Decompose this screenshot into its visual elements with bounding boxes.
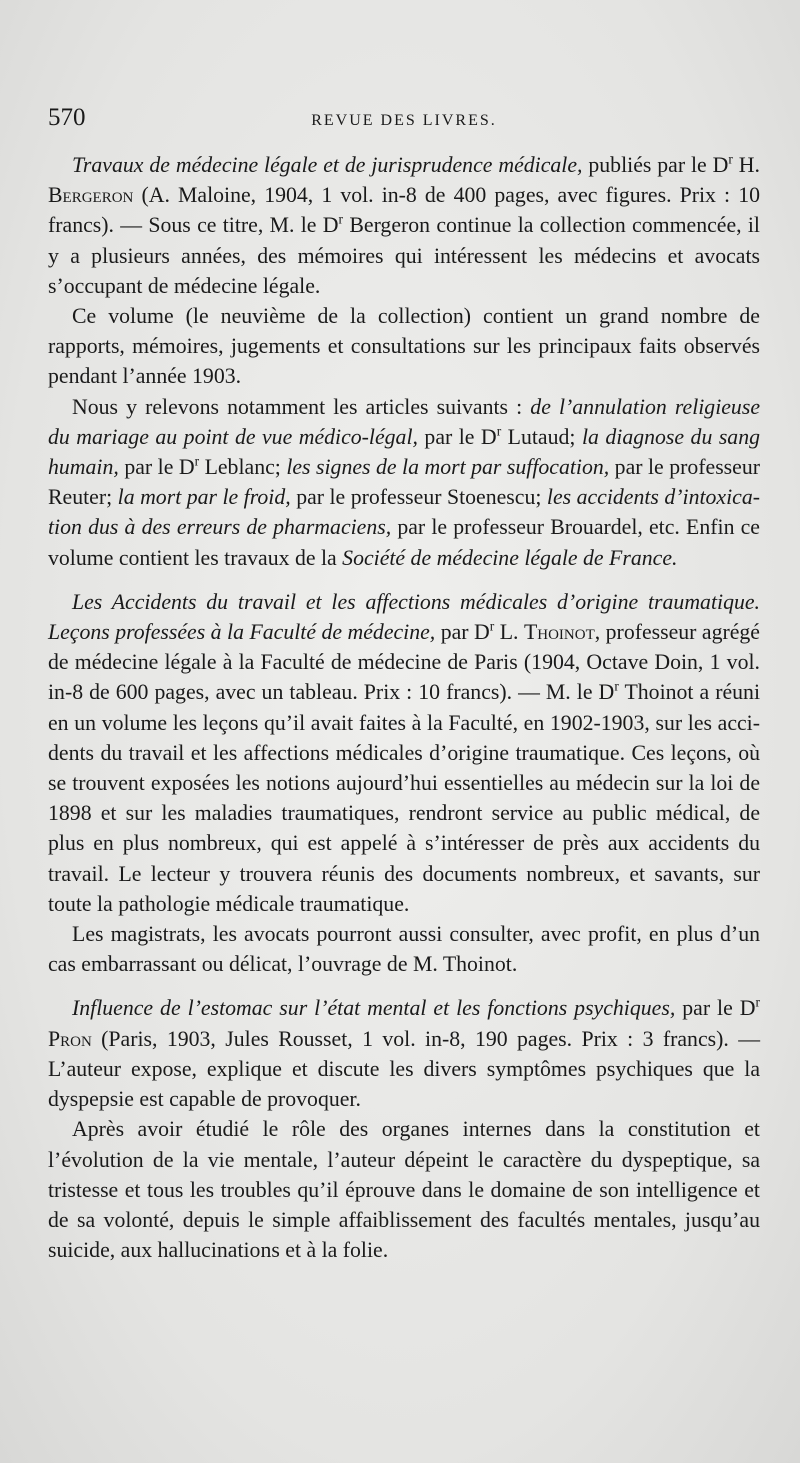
- title-italic: Société de médecine légale de France.: [342, 545, 678, 570]
- superscript: r: [338, 212, 344, 228]
- page-number: 570: [48, 104, 86, 131]
- superscript: r: [728, 151, 733, 167]
- superscript: r: [614, 679, 619, 695]
- superscript: r: [489, 618, 495, 634]
- page-content: [48, 150, 760, 1265]
- review-bergeron-volume: Ce volume (le neuvième de la collection) contient un grand nombre de rapports, mémoires, jugements et consultations sur les principaux faits observés pendant l’année 1903.: [48, 304, 760, 389]
- author-name: Pron: [48, 1026, 92, 1051]
- review-thoinot-intro: Les Accidents du travail et les affections médicales d’origine traumatique. Leçons professées à la Faculté de médecine, par $D^r$ L. Thoinot, professeur agrégé de médecine légale à la Faculté de médecine de Paris (1904, Octave Doin, 1 vol. in-8 de 600 pages, avec un tableau. Prix : 10 francs). — M. le $D^r$ Thoinot a réuni en un volume les leçons qu’il avait faites à la Faculté, en 1902-1903, sur les accidents du travail et les affections médicales d’origine traumatique. Ces leçons, où se trouvent exposées les notions aujourd’hui essentielles au médecin sur la loi de 1898 et sur les maladies traumatiques, rendront service au public médical, de plus en plus nombreux, qui est appelé à s’intéresser de près aux accidents du travail. Le lecteur y trouvera réunis des documents nombreux, et savants, sur toute la pathologie médicale traumatique.: [48, 589, 761, 916]
- superscript: r: [194, 453, 200, 469]
- page-header: [48, 100, 760, 140]
- title-italic: la diagnose du sang humain,: [48, 424, 760, 480]
- title-italic: Travaux de médecine légale et de jurisprudence médicale,: [72, 153, 583, 177]
- title-italic: Les Accidents du travail et les affections médicales d’origine traumatique. Leçons professées à la Faculté de médecine,: [48, 589, 760, 645]
- review-thoinot-audience: Les magistrats, les avocats pourront aussi consulter, avec profit, en plus d’un cas embarrassant ou délicat, l’ouvrage de M. Thoinot.: [48, 922, 760, 977]
- title-italic: de l’annulation religieuse du mariage au point de vue médico-légal,: [48, 394, 760, 449]
- title-italic: les accidents d’intoxication dus à des erreurs de pharmaciens,: [48, 485, 761, 540]
- review-bergeron-intro: Travaux de médecine légale et de jurisprudence médicale, publiés par le $D^r$ H. Bergeron (A. Maloine, 1904, 1 vol. in-8 de 400 pages, avec figures. Prix : 10 francs). — Sous ce titre, M. le $D^r$ Bergeron continue la collection commencée, il y a plusieurs années, des mémoires qui intéressent les médecins et avocats s’occupant de médecine légale.: [48, 151, 760, 298]
- review-pron-summary: Après avoir étudié le rôle des organes internes dans la constitution et l’évolution de la vie mentale, l’auteur dépeint le caractère du dyspeptique, sa tristesse et tous les troubles qu’il éprouve dans le domaine de son intelligence et de sa volonté, depuis le simple affaiblissement des facultés mentales, jusqu’au suicide, aux hallucinations et à la folie.: [48, 1117, 760, 1263]
- author-name: Thoinot: [523, 620, 595, 645]
- running-head: REVUE DES LIVRES.: [311, 112, 497, 129]
- review-pron-intro: Influence de l’estomac sur l’état mental et les fonctions psychiques, par le $D^r$ Pron (Paris, 1903, Jules Rousset, 1 vol. in-8, 190 pages. Prix : 3 francs). — L’auteur expose, explique et discute les divers symptômes psychiques que la dyspepsie est capable de provoquer.: [48, 995, 760, 1112]
- superscript: r: [496, 423, 502, 439]
- title-italic: Influence de l’estomac sur l’état mental et les fonctions psychiques,: [72, 996, 676, 1021]
- superscript: r: [755, 995, 760, 1011]
- review-bergeron-articles: Nous y relevons notamment les articles suivants : de l’annulation religieuse du mariage au point de vue médico-légal, par le $D^r$ Lutaud; la diagnose du sang humain, par le $D^r$ Leblanc; les signes de la mort par suffocation, par le professeur Reuter; la mort par le froid, par le professeur Stoenescu; les accidents d’intoxication dus à des erreurs de pharmaciens, par le professeur Brouardel, etc. Enfin ce volume contient les travaux de la Société de médecine légale de France.: [48, 394, 761, 570]
- title-italic: les signes de la mort par suffocation,: [286, 455, 610, 480]
- title-italic: la mort par le froid,: [117, 485, 291, 510]
- author-name: Bergeron: [48, 183, 134, 208]
